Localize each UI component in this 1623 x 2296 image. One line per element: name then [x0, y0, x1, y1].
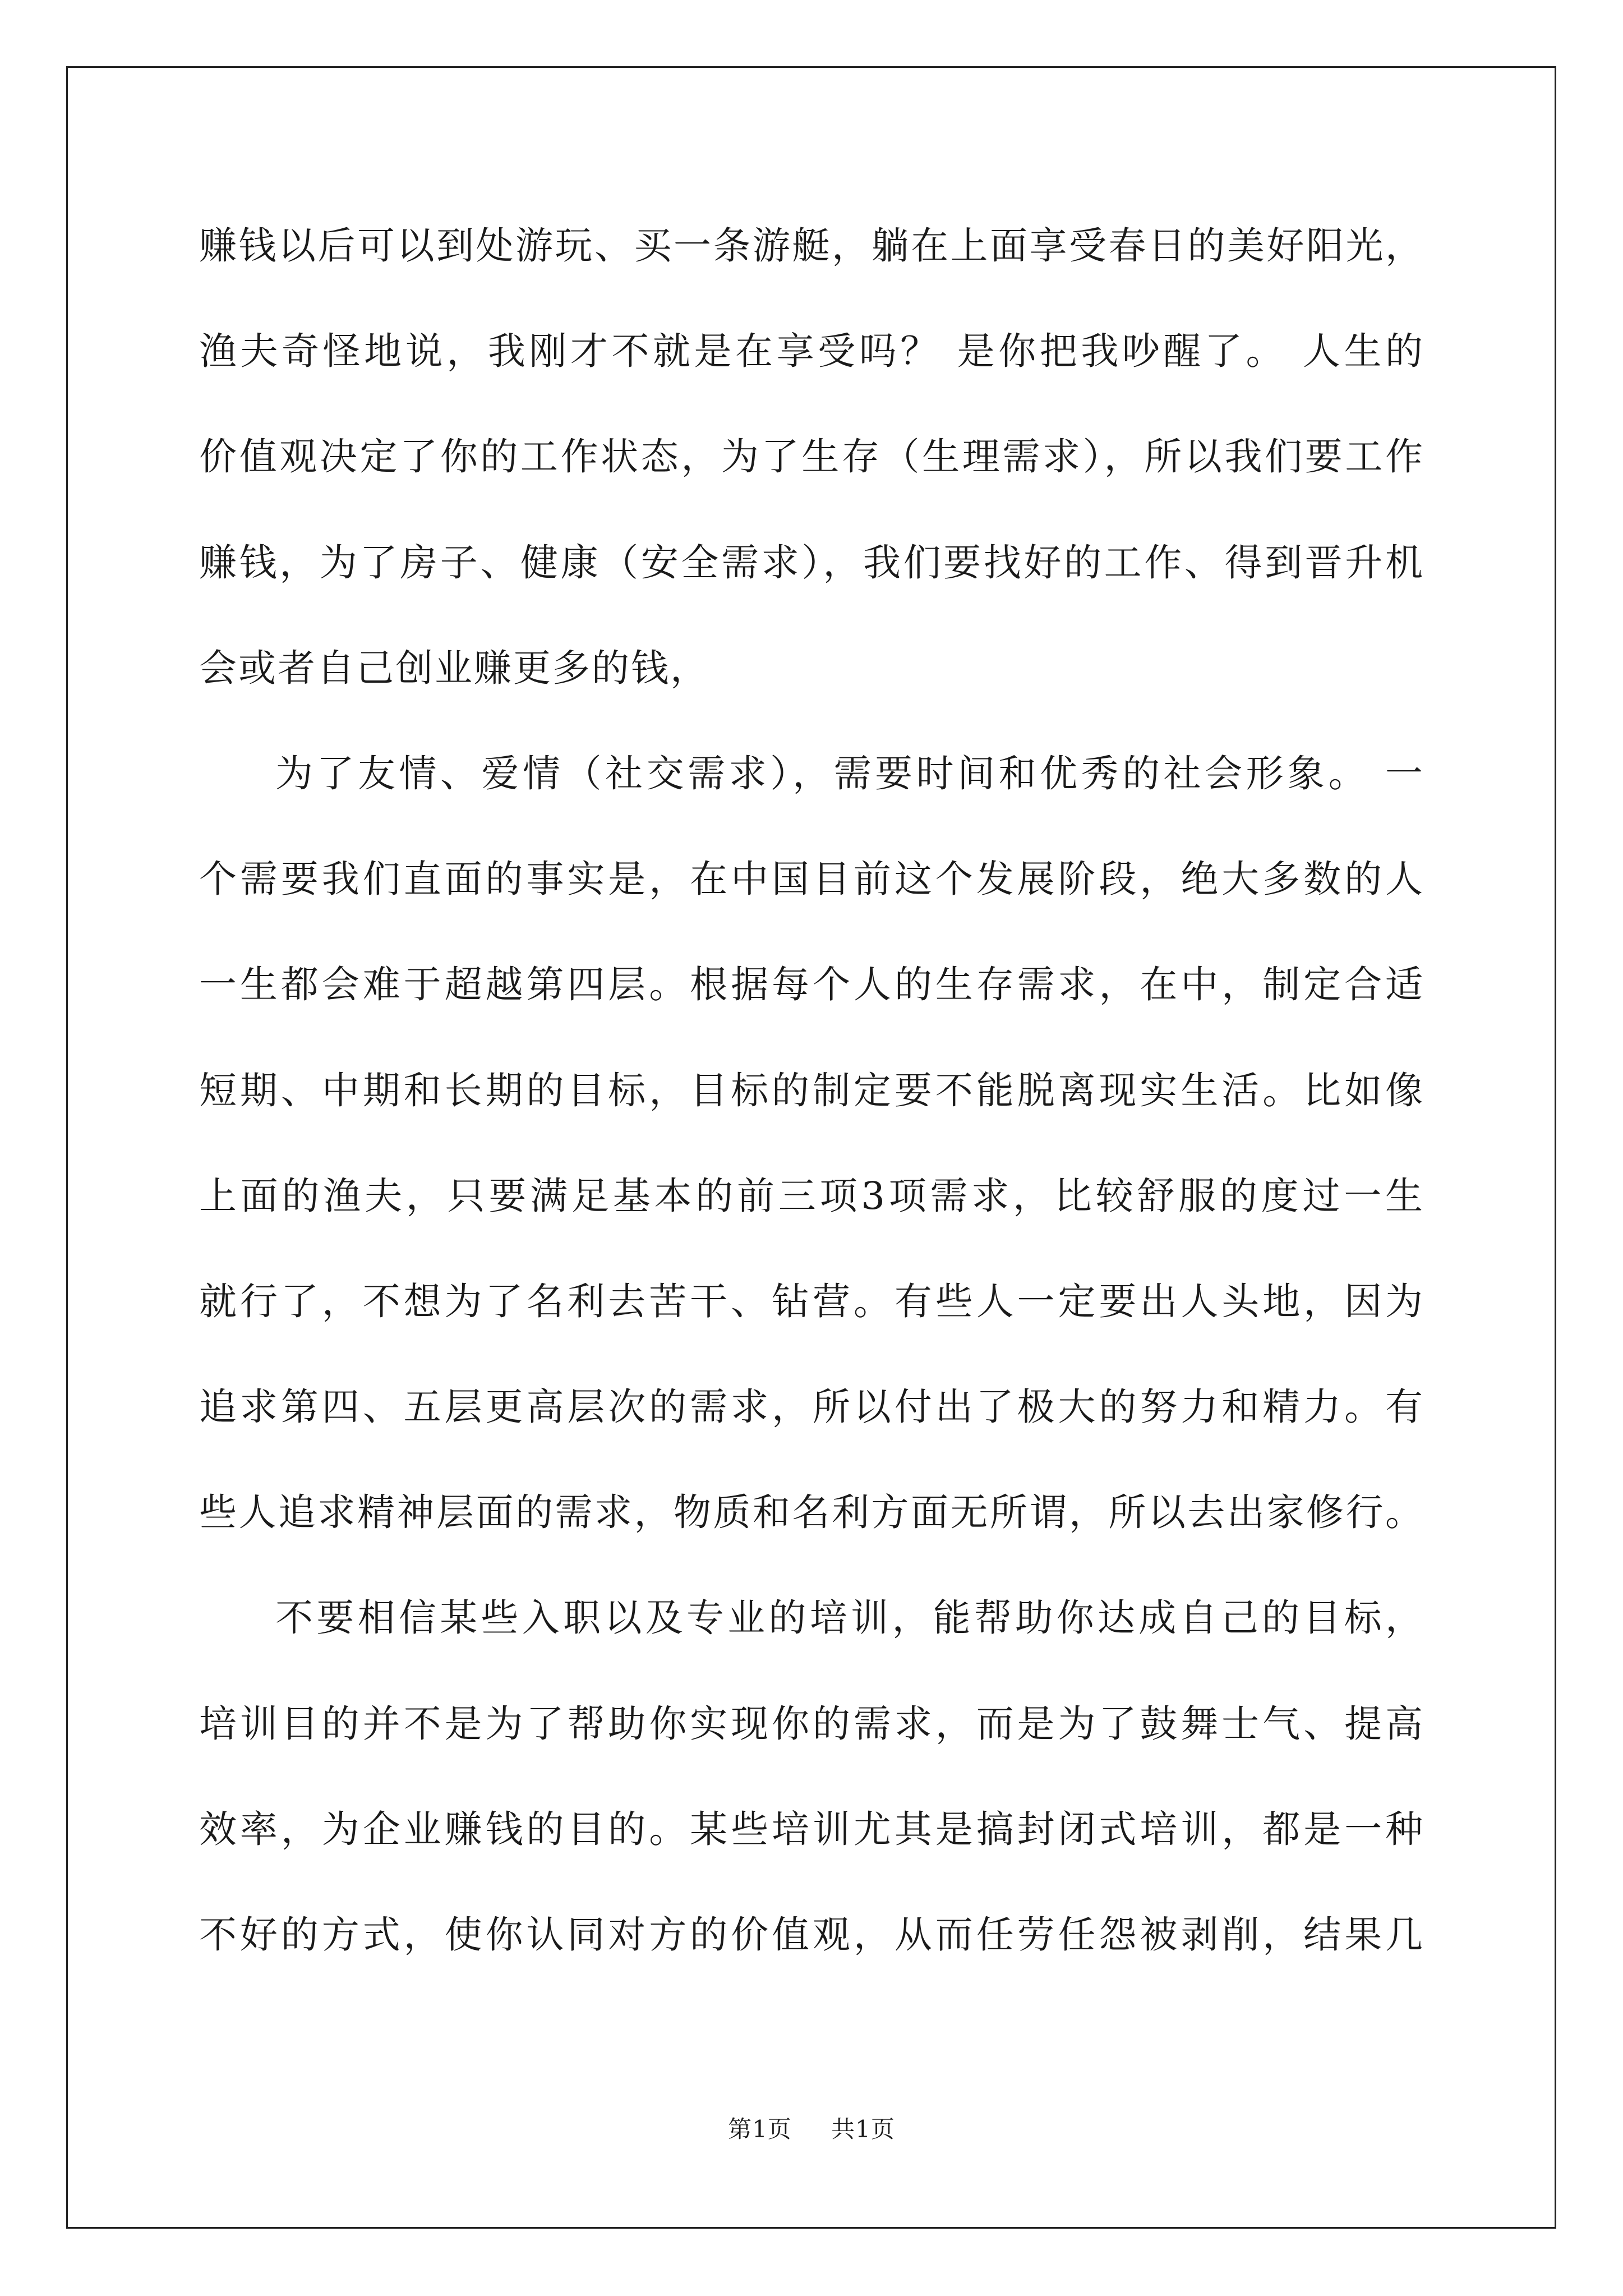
page-footer	[0, 2113, 1623, 2146]
paragraph-first-line: 为了友情、爱情（社交需求），需要时间和优秀的社会形象。 一	[275, 751, 1424, 795]
text-line: 效率，为企业赚钱的目的。某些培训尤其是搞封闭式培训，都是一种	[199, 1807, 1424, 1851]
page-number: 第1页	[728, 2115, 792, 2143]
text-line: 渔夫奇怪地说，我刚才不就是在享受吗？ 是你把我吵醒了。 人生的	[199, 329, 1424, 374]
text-line: 短期、中期和长期的目标，目标的制定要不能脱离现实生活。比如像	[199, 1068, 1424, 1112]
paragraph-first-line: 不要相信某些入职以及专业的培训，能帮助你达成自己的目标，	[275, 1596, 1424, 1640]
text-line: 赚钱，为了房子、健康（安全需求），我们要找好的工作、得到晋升机	[199, 540, 1424, 585]
text-line: 一生都会难于超越第四层。根据每个人的生存需求，在中，制定合适	[199, 963, 1424, 1007]
text-line: 个需要我们直面的事实是，在中国目前这个发展阶段，绝大多数的人	[199, 857, 1424, 901]
text-line: 上面的渔夫，只要满足基本的前三项3项需求，比较舒服的度过一生	[199, 1174, 1424, 1218]
text-line: 培训目的并不是为了帮助你实现你的需求，而是为了鼓舞士气、提高	[199, 1701, 1424, 1746]
text-line: 些人追求精神层面的需求，物质和名利方面无所谓，所以去出家修行。	[199, 1490, 1424, 1535]
text-line: 会或者自己创业赚更多的钱，	[199, 646, 709, 690]
text-line: 价值观决定了你的工作状态，为了生存（生理需求），所以我们要工作	[199, 435, 1424, 479]
text-line: 不好的方式，使你认同对方的价值观，从而任劳任怨被剥削，结果几	[199, 1913, 1424, 1957]
document-body	[199, 193, 1424, 1987]
text-line: 赚钱以后可以到处游玩、买一条游艇，躺在上面享受春日的美好阳光，	[199, 224, 1424, 268]
page-total: 共1页	[831, 2115, 895, 2143]
text-line: 追求第四、五层更高层次的需求，所以付出了极大的努力和精力。有	[199, 1385, 1424, 1429]
text-line: 就行了，不想为了名利去苦干、钻营。有些人一定要出人头地，因为	[199, 1279, 1424, 1323]
